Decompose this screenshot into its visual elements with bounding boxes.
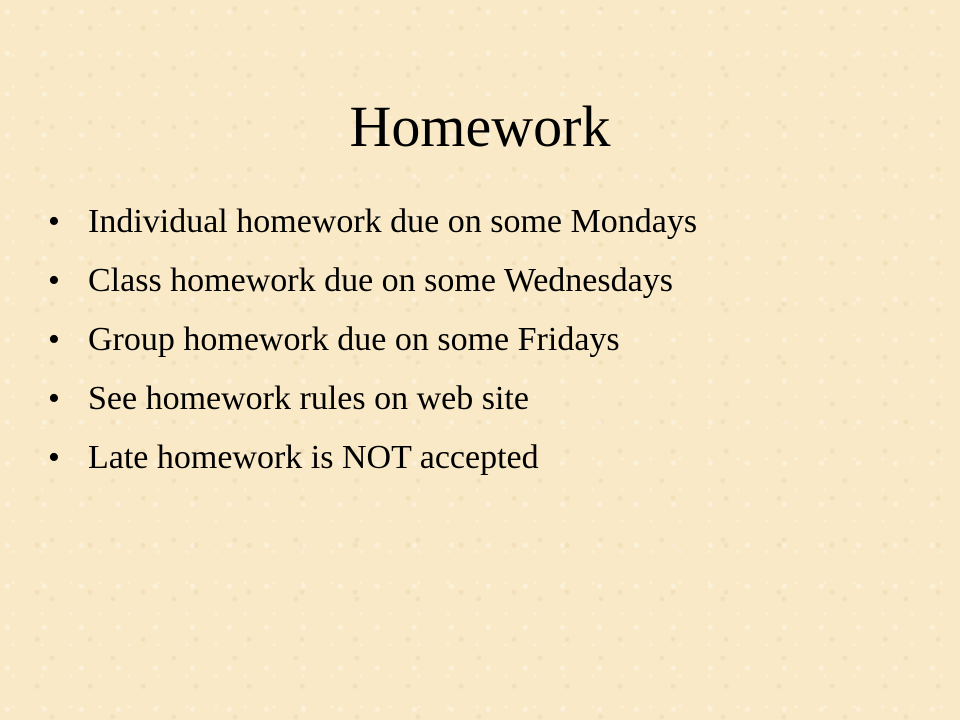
bullet-text: See homework rules on web site bbox=[88, 380, 529, 417]
bullet-icon: • bbox=[48, 380, 60, 417]
list-item bbox=[48, 369, 697, 428]
bullet-text: Class homework due on some Wednesdays bbox=[88, 262, 673, 299]
bullet-icon: • bbox=[48, 321, 60, 358]
bullet-icon: • bbox=[48, 262, 60, 299]
list-item bbox=[48, 192, 697, 251]
bullet-text: Individual homework due on some Mondays bbox=[88, 203, 698, 240]
slide-title: Homework bbox=[349, 94, 611, 159]
bullet-list bbox=[48, 192, 697, 487]
list-item bbox=[48, 251, 697, 310]
bullet-icon: • bbox=[48, 203, 60, 240]
bullet-icon: • bbox=[48, 439, 60, 476]
bullet-text: Late homework is NOT accepted bbox=[88, 439, 539, 476]
bullet-text: Group homework due on some Fridays bbox=[88, 321, 620, 358]
list-item bbox=[48, 428, 697, 487]
list-item bbox=[48, 310, 697, 369]
